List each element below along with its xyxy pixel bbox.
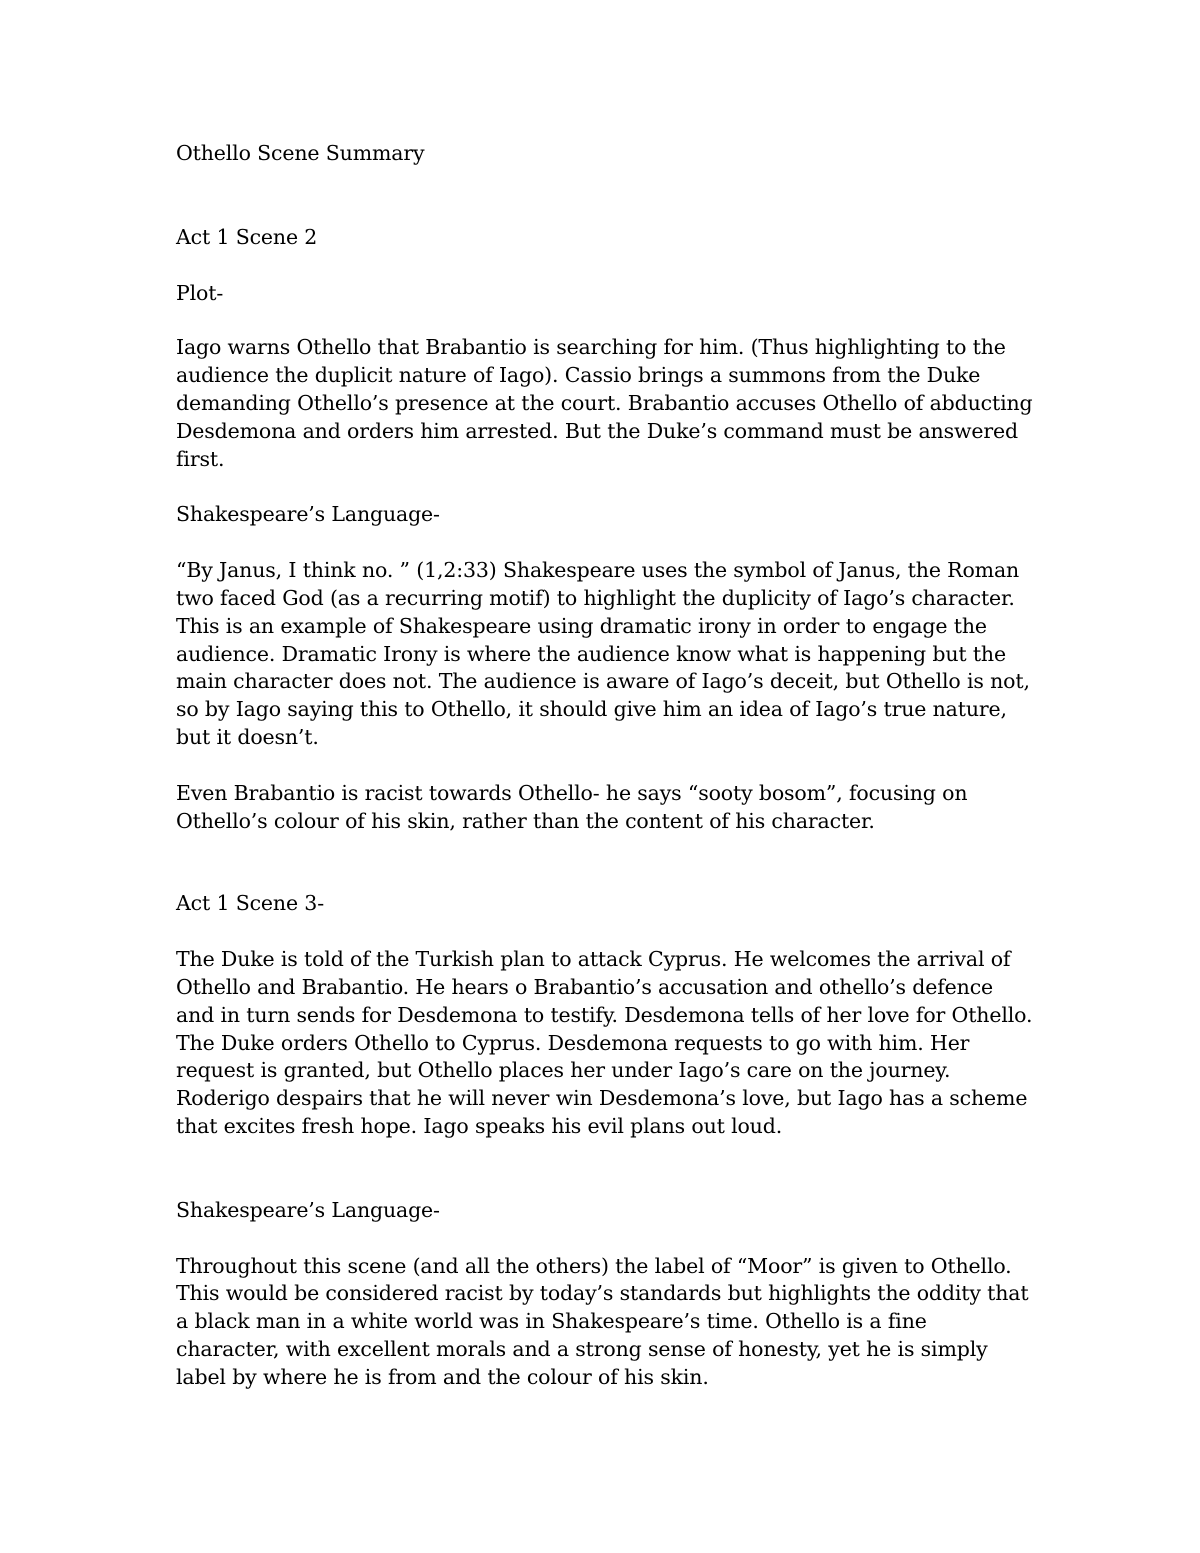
scene2-language-paragraph: “By Janus, I think no. ” (1,2:33) Shakespeare uses the symbol of Janus, the Roman two faced God (as a recurring motif) to highlight the duplicity of Iago’s character. This is an example of Shakespeare using dramatic irony in order to engage the audience. Dramatic Irony is where the audience know what is happening but the main character does not. The audience is aware of Iago’s deceit, but Othello is not, so by Iago saying this to Othello, it should give him an idea of Iago’s true nature, but it doesn’t.: [176, 558, 1030, 749]
act1-scene3-heading: Act 1 Scene 3-: [176, 891, 324, 916]
scene2-racism-paragraph: Even Brabantio is racist towards Othello- he says “sooty bosom”, focusing on Othello’s colour of his skin, rather than the content of his character.: [176, 780, 968, 833]
scene2-plot-paragraph: Iago warns Othello that Brabantio is searching for him. (Thus highlighting to the audience the duplicit nature of Iago). Cassio brings a summons from the Duke demanding Othello’s presence at the court. Brabantio accuses Othello of abducting Desdemona and orders him arrested. But the Duke’s command must be answered first.: [176, 335, 1033, 471]
document-body: [176, 140, 1036, 1392]
plot-heading: Plot-: [176, 280, 224, 305]
document-title: Othello Scene Summary: [176, 141, 425, 165]
scene3-language-heading: Shakespeare’s Language-: [176, 1197, 440, 1222]
scene2-language-heading: Shakespeare’s Language-: [176, 502, 440, 527]
scene3-plot-paragraph: The Duke is told of the Turkish plan to attack Cyprus. He welcomes the arrival of Othello and Brabantio. He hears o Brabantio’s accusation and othello’s defence and in turn sends for Desdemona to testify. Desdemona tells of her love for Othello. The Duke orders Othello to Cyprus. Desdemona requests to go with him. Her request is granted, but Othello places her under Iago’s care on the journey. Roderigo despairs that he will never win Desdemona’s love, but Iago has a scheme that excites fresh hope. Iago speaks his evil plans out loud.: [176, 947, 1033, 1138]
scene3-language-paragraph: Throughout this scene (and all the others) the label of “Moor” is given to Othello. This would be considered racist by today’s standards but highlights the oddity that a black man in a white world was in Shakespeare’s time. Othello is a fine character, with excellent morals and a strong sense of honesty, yet he is simply label by where he is from and the colour of his skin.: [176, 1253, 1029, 1389]
act1-scene2-heading: Act 1 Scene 2: [176, 224, 318, 249]
